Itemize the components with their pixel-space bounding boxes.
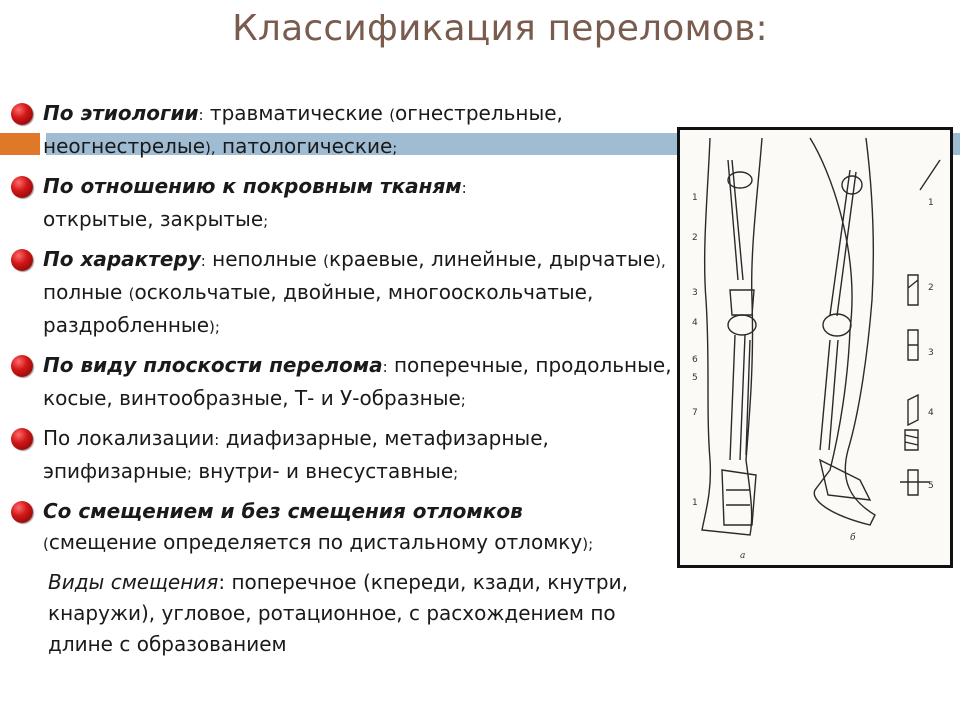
bullet-icon bbox=[11, 103, 33, 125]
figure-number-left: 1 bbox=[692, 193, 698, 203]
fracture-illustration bbox=[677, 127, 953, 568]
list-item-localization: По локализации: диафизарные, метафизарные, эпифизарные; внутри- и внесуставные; bbox=[0, 423, 680, 489]
displacement-types: Виды смещения: поперечное (кпереди, кзади, кнутри, кнаружи), угловое, ротационное, с расхождением по длине с образованием bbox=[48, 570, 628, 656]
figure-number-left: 1 bbox=[692, 498, 698, 508]
figure-number-left: 2 bbox=[692, 233, 698, 243]
figure-number-right: 3 bbox=[928, 348, 934, 358]
slide-title: Классификация переломов: bbox=[232, 8, 768, 49]
item-heading: По характеру bbox=[43, 247, 201, 271]
list-item-character: По характеру: неполные (краевые, линейные, дырчатые), полные (оскольчатые, двойные, многооскольчатые, раздробленные); bbox=[0, 244, 680, 343]
figure-panel-label: б bbox=[850, 533, 856, 543]
figure-number-right: 4 bbox=[928, 408, 934, 418]
figure-number-left: 4 bbox=[692, 318, 698, 328]
figure-number-right: 1 bbox=[928, 198, 934, 208]
figure-number-left: 7 bbox=[692, 408, 698, 418]
list-item-displacement: Со смещением и без смещения отломков (смещение определяется по дистальному отломку); bbox=[0, 496, 680, 560]
item-heading: По локализации bbox=[43, 426, 215, 450]
sub-heading: Виды смещения bbox=[48, 570, 219, 594]
item-heading: Со смещением и без смещения отломков bbox=[43, 499, 523, 523]
bullet-icon bbox=[11, 355, 33, 377]
bullet-icon bbox=[11, 501, 33, 523]
bullet-icon bbox=[11, 428, 33, 450]
bullet-icon bbox=[11, 249, 33, 271]
figure-number-left: 6 bbox=[692, 355, 698, 365]
leg-skeleton-drawing bbox=[680, 130, 950, 565]
figure-number-left: 5 bbox=[692, 373, 698, 383]
classification-list bbox=[0, 98, 680, 660]
item-heading: По этиологии bbox=[43, 101, 199, 125]
figure-number-right: 2 bbox=[928, 283, 934, 293]
bullet-icon bbox=[11, 176, 33, 198]
list-item-plane: По виду плоскости перелома: поперечные, продольные, косые, винтообразные, Т- и У-образные; bbox=[0, 350, 680, 416]
figure-number-left: 3 bbox=[692, 288, 698, 298]
list-item-etiology: По этиологии: травматические (огнестрельные, неогнестрелые), патологические; bbox=[0, 98, 680, 164]
figure-panel-label: а bbox=[740, 551, 746, 561]
list-item-tissue: По отношению к покровным тканям: открытые, закрытые; bbox=[0, 171, 680, 237]
item-heading: По виду плоскости перелома bbox=[43, 353, 383, 377]
figure-number-right: 5 bbox=[928, 481, 934, 491]
item-heading: По отношению к покровным тканям bbox=[43, 174, 462, 198]
